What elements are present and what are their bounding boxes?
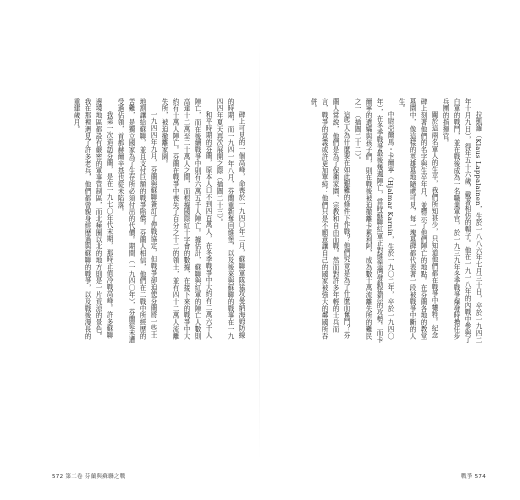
paragraph: 拉凱羅（Klaus Lappalainen，生於一八八六年七月三十日，卒於一九四二年十月九日），得年五十六歲，戴著相仿的帽子。他在一九一八年的內戰中參與了白軍的戰鬥，並在戰後成為一名職業軍官，於一九三九年冬季戰爭爆發時擔任步兵團的指揮官。: [441, 98, 482, 344]
paragraph: 這些人為什麼要在如此艱難的條件下作戰？他們究竟是為了什麼而奮鬥？芬蘭人常說，他們是為了保衛家園、宗教和自由而戰。然而對許多年輕的士兵而言，戰爭的意義或許更加單純：他們只是不願意讓自己的國家被強大的鄰國所吞併。: [309, 98, 350, 340]
paragraph: 和平時期的芬蘭，原本人口不到四百萬人，在冬季戰爭中大約有二萬六千人陣亡，而在後續戰爭中則有六萬五千人陣亡。據估計，蘇聯與紅軍的陣亡人數則高達十二萬至二十萬人之間，而根據國際紅十字會的數據，在接下來的戰爭中大約有十萬人陣亡。芬蘭在戰爭中喪失了百分之十二的領土，並有四十二萬人流離失所，被迫撤離家園。: [160, 98, 212, 340]
paragraph: 我第一次造訪芬蘭，是在一九七〇年代末期，那時正值冷戰高峰。許多蘇聯邊境地區都設有嚴密的軍事管制區，而北極圈以北的地方則是一片荒涼的景色。我在那裡遇見了許多老兵，他們都曾親身經歷過與蘇聯的戰爭，以及戰後漫長的重建歲月。: [72, 98, 113, 340]
paragraph: 一九四四年九月，芬蘭與蘇聯簽訂了停戰協定，但戰爭卻迫使芬蘭將一些土地割讓給蘇聯，並且支付巨額的戰爭賠償。芬蘭人相信，他們在二戰中所經歷的苦難，是獨立國家為了生存所必須付出的代價。期間（一九四〇年），芬蘭從未遭受過佔領，首都赫爾辛基也從未陷落。: [116, 98, 157, 344]
right-page-text: [287, 98, 483, 344]
paragraph: 關於這兩名軍人的生平，我們所知甚少，只知道他們都在戰爭中犧牲。紀念碑上刻著他們的名字與生卒年月，並標示了他們陣亡的地點。在芬蘭各地的教堂墓園中，像這樣的英雄墓地隨處可見，每一塊墓碑都代表著一段被戰爭中斷的人生。: [397, 98, 438, 340]
left-page-folio: 572 第二卷 芬蘭與蘇聯之戰: [52, 474, 126, 480]
paragraph: 碑上可見的一個高峰，命喪於一九四〇年二月，蘇聯軍隊猛攻曼納海姆防線的時期，而一九四一年八月，芬蘭重新奪回維堡，以及後來與蘇聯的戰事在一九四四年夏天再次展開之際（插圖二十三）。: [215, 98, 245, 340]
paragraph: 中尉亞爾馬・卡爾寧（Hjalmar Karnin，生於一九〇二年，卒於一九四〇年），在冬季戰爭最後幾週陣亡，當時蘇聯紅軍正對維堡灣發動猛烈的攻勢。而卡爾寧的遺孀與孩子們，則在戰後被迫撤離卡累利阿，成為數十萬流離失所的難民之一（插圖二十二）。: [353, 98, 394, 344]
left-page-text: [48, 98, 246, 344]
right-page-folio: 戰爭 574: [460, 474, 486, 480]
